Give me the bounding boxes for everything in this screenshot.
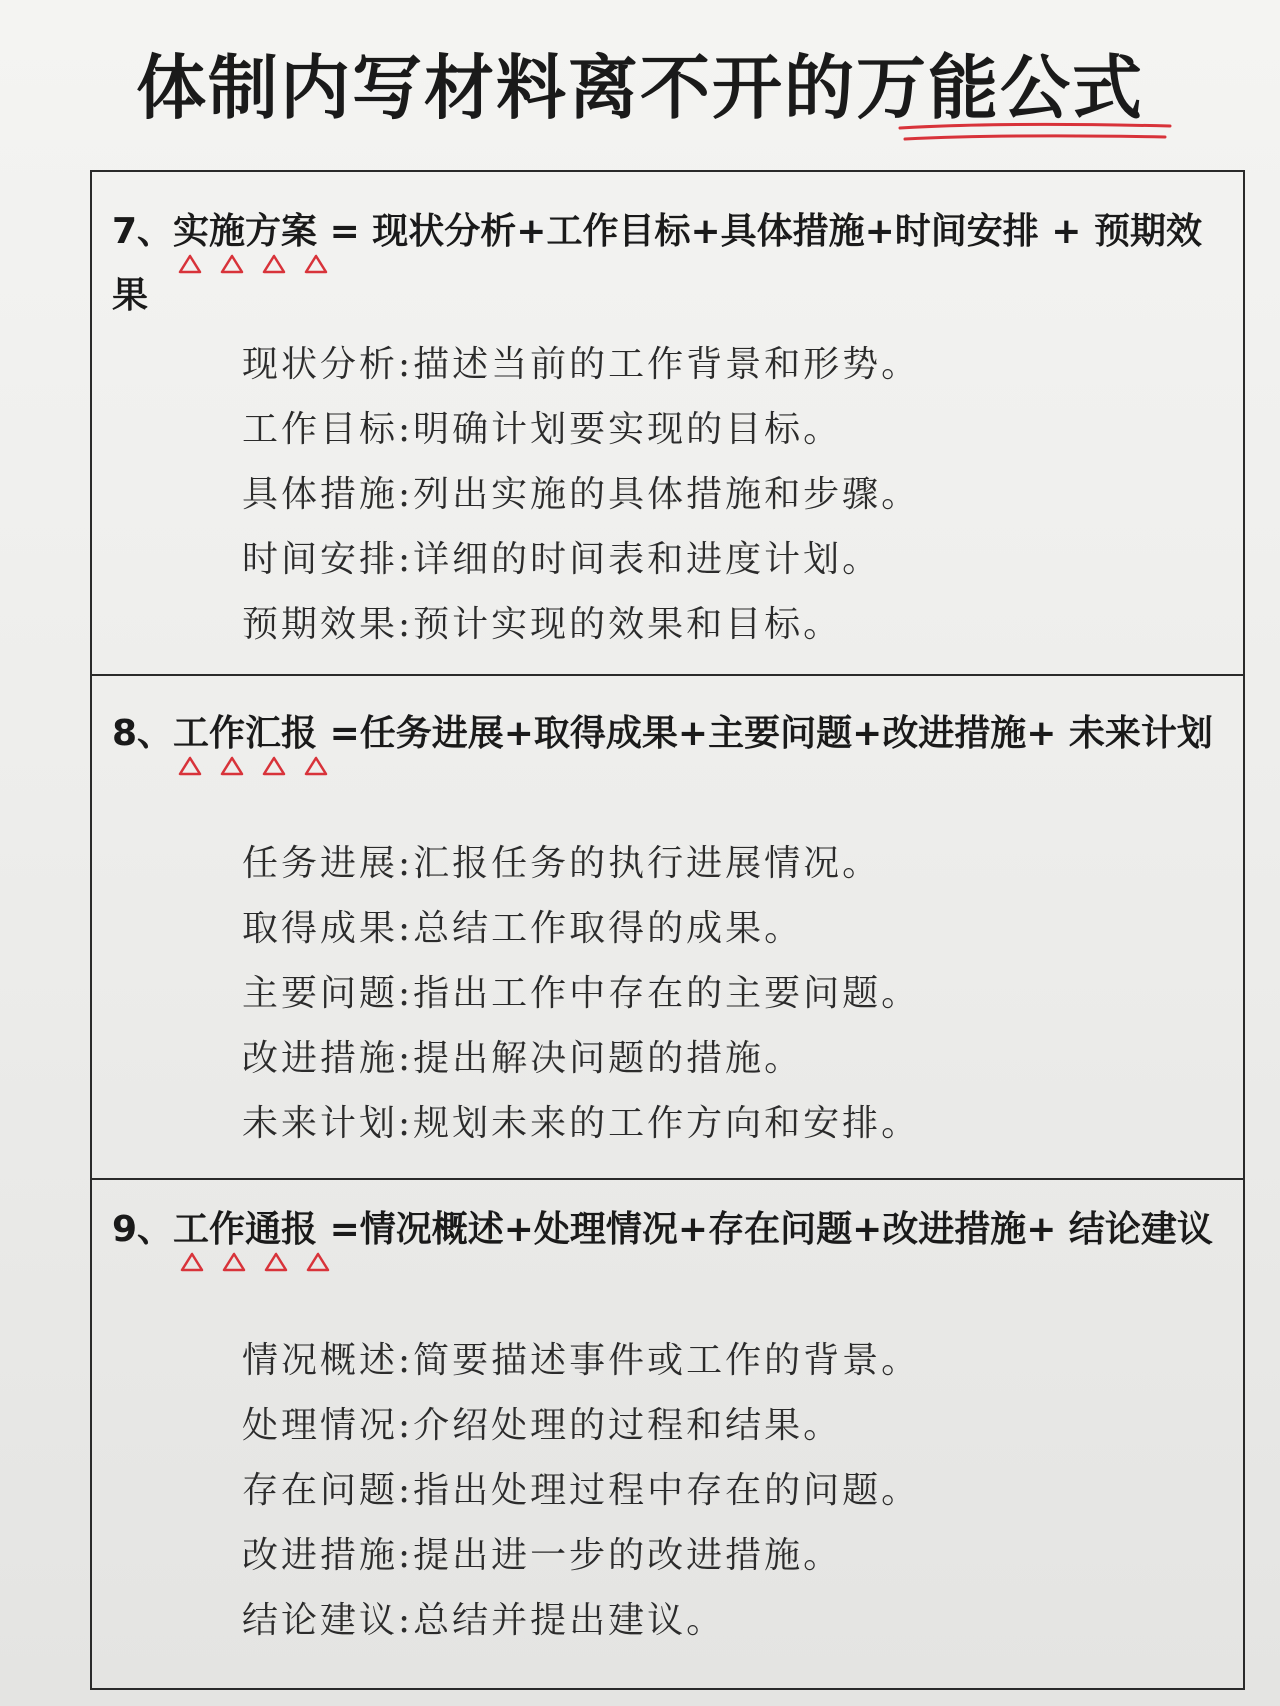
handwritten-underline [0, 0, 1280, 160]
formula-box [90, 170, 1245, 1690]
list-item: 现状分析:描述当前的工作背景和形势。 [242, 344, 921, 385]
list-item: 结论建议:总结并提出建议。 [242, 1600, 726, 1641]
list-item: 存在问题:指出处理过程中存在的问题。 [242, 1470, 921, 1511]
page-title: 体制内写材料离不开的万能公式 [136, 47, 1144, 129]
list-item: 取得成果:总结工作取得的成果。 [242, 908, 804, 949]
list-item: 改进措施:提出进一步的改进措施。 [242, 1535, 843, 1576]
formula-title: 9、工作通报 =情况概述+处理情况+存在问题+改进措施+ 结论建议 [112, 1209, 1213, 1250]
list-item: 任务进展:汇报任务的执行进展情况。 [242, 843, 882, 884]
formula-items [242, 332, 920, 657]
formula-items [242, 1328, 920, 1653]
list-item: 改进措施:提出解决问题的措施。 [242, 1038, 804, 1079]
list-item: 未来计划:规划未来的工作方向和安排。 [242, 1103, 921, 1144]
handwritten-triangle-marks [92, 676, 1242, 796]
section-work-bulletin [92, 1180, 1243, 1690]
list-item: 具体措施:列出实施的具体措施和步骤。 [242, 474, 921, 515]
formula-title: 8、工作汇报 =任务进展+取得成果+主要问题+改进措施+ 未来计划 [112, 713, 1213, 754]
list-item: 工作目标:明确计划要实现的目标。 [242, 409, 843, 450]
list-item: 处理情况:介绍处理的过程和结果。 [242, 1405, 843, 1446]
list-item: 预期效果:预计实现的效果和目标。 [242, 604, 843, 645]
section-implementation-plan [92, 172, 1243, 674]
list-item: 情况概述:简要描述事件或工作的背景。 [242, 1340, 921, 1381]
list-item: 主要问题:指出工作中存在的主要问题。 [242, 973, 921, 1014]
handwritten-triangle-marks [92, 172, 1242, 292]
section-work-report [92, 676, 1243, 1176]
formula-items [242, 831, 920, 1156]
formula-title: 7、实施方案 = 现状分析+工作目标+具体措施+时间安排 + 预期效果 [112, 211, 1203, 316]
list-item: 时间安排:详细的时间表和进度计划。 [242, 539, 882, 580]
handwritten-triangle-marks [92, 1180, 1242, 1300]
